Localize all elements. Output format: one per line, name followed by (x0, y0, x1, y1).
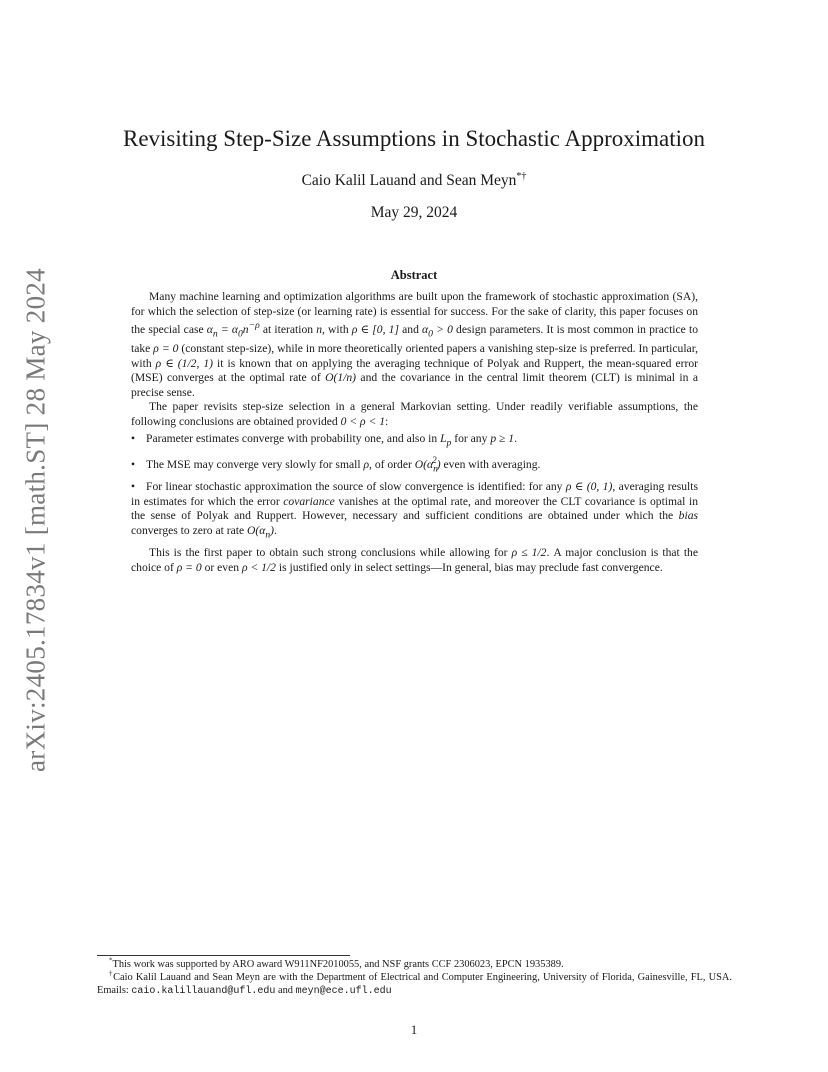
email-link-lauand[interactable]: caio.kalillauand@ufl.edu (131, 986, 276, 998)
paper-date: May 29, 2024 (370, 204, 458, 221)
bullet-icon: • (131, 431, 136, 445)
abstract-paragraph-3: This is the first paper to obtain such strong conclusions while allowing for ρ ≤ 1/2. A major conclusion is that the choice of ρ = 0 or even ρ < 1/2 is justified only in select settings—In general, bias may preclude fast convergence. (131, 546, 698, 574)
author-names: Caio Kalil Lauand and Sean Meyn (301, 172, 517, 189)
bullet-icon: • (131, 457, 136, 471)
list-item: • The MSE may converge very slowly for small ρ, of order $O(\alpha_n^2)$ even with averaging. (131, 454, 541, 475)
author-footnote-marks: *† (516, 170, 527, 182)
abstract-paragraph-1: Many machine learning and optimization algorithms are built upon the framework of stochastic approximation (SA), for which the selection of step-size (or learning rate) is essential for success. For the sake of clarity, this paper focuses on the special case $\alpha_n = \alpha_0n^{-\rho}$ at iteration n, with ρ ∈ [0, 1] and $\alpha_0 > 0$ design parameters. It is most common in practice to take ρ = 0 (constant step-size), while in more theoretically oriented papers a vanishing step-size is preferred. In particular, with ρ ∈ (1/2, 1) it is known that on applying the averaging technique of Polyak and Ruppert, the mean-squared error (MSE) converges at the optimal rate of O(1/n) and the covariance in the central limit theorem (CLT) is minimal in a precise sense. (131, 290, 698, 399)
footnote-divider (97, 955, 350, 956)
conclusions-list (131, 432, 698, 543)
paper-title: Revisiting Step-Size Assumptions in Stochastic Approximation (122, 126, 706, 151)
list-item: • For linear stochastic approximation the source of slow convergence is identified: for any ρ ∈ (0, 1), averaging results in estimates for which the error covariance vanishes at the optimal rate, and moreover the CLT covariance is optimal in the sense of Polyak and Ruppert. However, necessary and sufficient conditions are obtained under which the bias converges to zero at rate $O(\alpha_n)$. (131, 480, 699, 541)
bullet-icon: • (131, 480, 136, 494)
abstract-body (131, 290, 698, 576)
abstract-heading: Abstract (390, 268, 438, 282)
paper-authors (0, 170, 828, 192)
footnotes (97, 958, 732, 999)
email-link-meyn[interactable]: meyn@ece.ufl.edu (295, 986, 392, 998)
footnote-affiliation: †Caio Kalil Lauand and Sean Meyn are with the Department of Electrical and Computer Engineering, University of Florida, Gainesville, FL, USA. Emails: caio.kalillauand@ufl.edu and meyn@ece.ufl.edu (97, 969, 733, 998)
list-item: • Parameter estimates converge with probability one, and also in $L_p$ for any p ≥ 1. (131, 431, 517, 448)
footnote-funding: *This work was supported by ARO award W911NF2010055, and NSF grants CCF 2306023, EPCN 1935389. (109, 956, 564, 970)
arxiv-identifier-stamp: arXiv:2405.17834v1 [math.ST] 28 May 2024 (20, 268, 51, 772)
page-number: 1 (410, 1023, 418, 1037)
abstract-paragraph-2: The paper revisits step-size selection in a general Markovian setting. Under readily verifiable assumptions, the following conclusions are obtained provided 0 < ρ < 1: (131, 400, 698, 428)
